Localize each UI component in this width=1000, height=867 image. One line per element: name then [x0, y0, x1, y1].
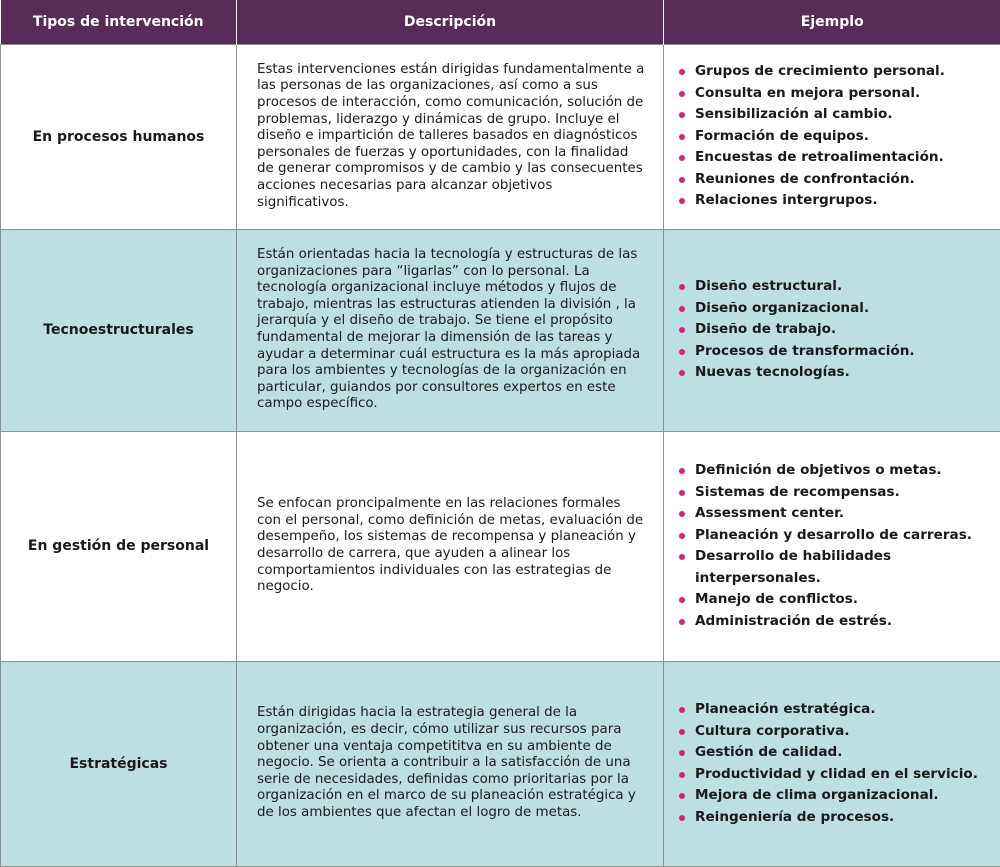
example-item: Gestión de calidad. — [678, 742, 990, 764]
example-item: Consulta en mejora personal. — [678, 83, 990, 105]
intervention-type-cell: Tecnoestructurales — [1, 229, 237, 431]
table-row — [1, 661, 1000, 866]
examples-list — [678, 276, 990, 384]
intervention-type-cell: En procesos humanos — [1, 44, 237, 229]
example-item: Reuniones de confrontación. — [678, 169, 990, 191]
table-row — [1, 229, 1000, 431]
example-item: Encuestas de retroalimentación. — [678, 147, 990, 169]
description-cell: Están dirigidas hacia la estrategia general de la organización, es decir, cómo utilizar sus recursos para obtener una ventaja competititva en su ambiente de negocio. Se orienta a contribuir a la satisfacción de una serie de necesidades, definidas como prioritarias por la organización en el marco de su planeación estratégica y de los ambientes que afectan el logro de metas. — [237, 661, 664, 866]
example-item: Procesos de transformación. — [678, 341, 990, 363]
examples-cell — [664, 661, 1000, 866]
table-header — [1, 0, 1000, 44]
example-item: Diseño estructural. — [678, 276, 990, 298]
table-body — [1, 44, 1000, 866]
header-row — [1, 0, 1000, 44]
example-item: Definición de objetivos o metas. — [678, 460, 990, 482]
example-item: Desarrollo de habilidades interpersonales. — [678, 546, 990, 589]
description-cell: Estas intervenciones están dirigidas fundamentalmente a las personas de las organizaciones, así como a sus procesos de interacción, como comunicación, solución de problemas, liderazgo y dinámicas de grupo. Incluye el diseño e impartición de talleres basados en diagnósticos personales de fuerzas y oportunidades, con la finalidad de generar compromisos y de cambio y las consecuentes acciones necesarias para alcanzar objetivos significativos. — [237, 44, 664, 229]
example-item: Manejo de conflictos. — [678, 589, 990, 611]
examples-cell — [664, 44, 1000, 229]
example-item: Diseño de trabajo. — [678, 319, 990, 341]
table-row — [1, 431, 1000, 661]
example-item: Relaciones intergrupos. — [678, 190, 990, 212]
example-item: Productividad y clidad en el servicio. — [678, 764, 990, 786]
table-row — [1, 44, 1000, 229]
examples-cell — [664, 229, 1000, 431]
example-item: Mejora de clima organizacional. — [678, 785, 990, 807]
example-item: Cultura corporativa. — [678, 721, 990, 743]
intervention-type-cell: En gestión de personal — [1, 431, 237, 661]
header-types: Tipos de intervención — [1, 0, 237, 44]
examples-list — [678, 699, 990, 828]
example-item: Sistemas de recompensas. — [678, 482, 990, 504]
example-item: Grupos de crecimiento personal. — [678, 61, 990, 83]
header-example: Ejemplo — [664, 0, 1000, 44]
example-item: Sensibilización al cambio. — [678, 104, 990, 126]
example-item: Diseño organizacional. — [678, 298, 990, 320]
example-item: Planeación estratégica. — [678, 699, 990, 721]
example-item: Planeación y desarrollo de carreras. — [678, 525, 990, 547]
example-item: Formación de equipos. — [678, 126, 990, 148]
examples-list — [678, 460, 990, 632]
example-item: Administración de estrés. — [678, 611, 990, 633]
example-item: Nuevas tecnologías. — [678, 362, 990, 384]
example-item: Reingeniería de procesos. — [678, 807, 990, 829]
examples-cell — [664, 431, 1000, 661]
intervention-type-cell: Estratégicas — [1, 661, 237, 866]
description-cell: Están orientadas hacia la tecnología y estructuras de las organizaciones para “ligarlas” con lo personal. La tecnología organizacional incluye métodos y flujos de trabajo, mientras las estructuras atienden la división , la jerarquía y el diseño de trabajo. Se tiene el propósito fundamental de mejorar la dimensión de las tareas y ayudar a determinar cuál estructura es la más apropiada para los ambientes y tecnologías de la organización en particular, guiandos por consultores expertos en este campo específico. — [237, 229, 664, 431]
example-item: Assessment center. — [678, 503, 990, 525]
description-cell: Se enfocan proncipalmente en las relaciones formales con el personal, como definición de metas, evaluación de desempeño, los sistemas de recompensa y planeación y desarrollo de carrera, que ayuden a alinear los comportamientos individuales con las estrategias de negocio. — [237, 431, 664, 661]
header-description: Descripción — [237, 0, 664, 44]
examples-list — [678, 61, 990, 212]
